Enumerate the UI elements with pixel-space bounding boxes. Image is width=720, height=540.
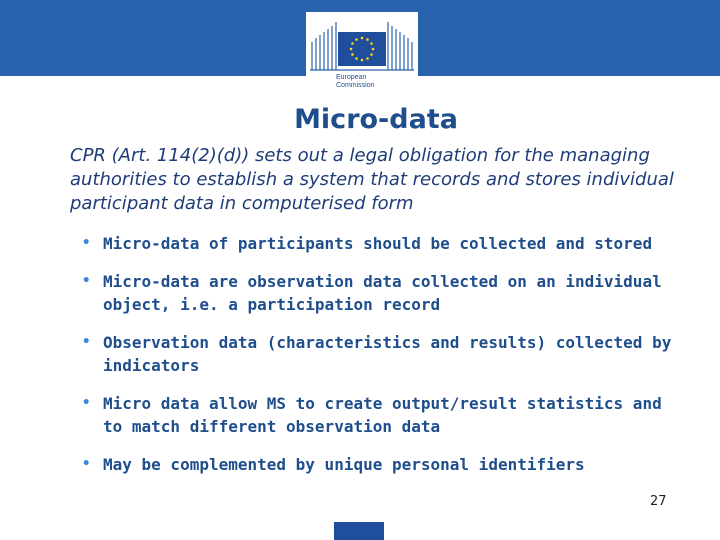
bullet-text: Micro-data are observation data collected on an individual object, i.e. a participation record (103, 272, 662, 314)
bullet-item (80, 453, 680, 476)
logo-text (336, 74, 375, 90)
bullet-dot-icon: • (82, 235, 91, 251)
page-number: 27 (650, 494, 667, 509)
european-commission-logo (306, 12, 418, 108)
bullet-text: May be complemented by unique personal identifiers (103, 455, 585, 474)
bullet-item (80, 392, 680, 438)
bullet-item (80, 331, 680, 377)
bullet-item (80, 270, 680, 316)
logo-line-european: European (336, 74, 367, 81)
slide-title: Micro-data (294, 104, 458, 135)
bullet-text: Micro-data of participants should be collected and stored (103, 234, 653, 253)
bullet-dot-icon: • (82, 456, 91, 472)
logo-line-commission: Commission (336, 82, 375, 89)
bullet-dot-icon: • (82, 334, 91, 350)
commission-building-icon (306, 12, 418, 74)
intro-paragraph: CPR (Art. 114(2)(d)) sets out a legal obligation for the managing authorities to establish a system that records and stores individual participant data in computerised form (70, 145, 674, 214)
bullet-text: Observation data (characteristics and results) collected by indicators (103, 333, 672, 375)
bullet-text: Micro data allow MS to create output/result statistics and to match different observation data (103, 394, 662, 436)
bullet-dot-icon: • (82, 395, 91, 411)
bullet-item (80, 232, 680, 255)
bullet-dot-icon: • (82, 273, 91, 289)
bullet-list (80, 232, 680, 491)
footer-flag-block (334, 522, 384, 540)
